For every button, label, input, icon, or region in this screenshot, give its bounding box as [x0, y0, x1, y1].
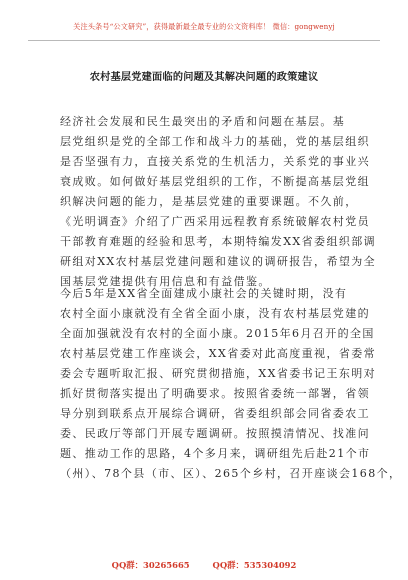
paragraph-line: 国基层党建提供有用信息和有益借鉴。 [60, 275, 271, 288]
paragraph-line: 导分别到联系点开展综合调研，省委组织部会同省委农工 [60, 407, 370, 420]
paragraph-line: 《光明调查》介绍了广西采用远程教育系统破解农村党员 [60, 215, 370, 228]
document-title: 农村基层党建面临的问题及其解决问题的政策建议 [89, 71, 319, 83]
paragraph-line: 今后5年是XX省全面建成小康社会的关键时期，没有 [60, 287, 348, 300]
paragraph-line: 委会专题听取汇报、研究贯彻措施，XX省委书记王东明对 [60, 367, 377, 380]
paragraph-line: 是否坚强有力，直接关系党的生机活力，关系党的事业兴 [60, 155, 370, 168]
footer-qq-group-2: QQ群：535304092 [212, 560, 297, 570]
header-promo-text: 关注头条号“公文研究”，获得最新最全最专业的公文资料库！ 微信：gongwenyj [73, 22, 335, 31]
paragraph-line: （州）、78个县（市、区）、265个乡村，召开座谈会168个， [60, 467, 402, 480]
header-divider [28, 40, 380, 41]
footer-qq-group-1: QQ群：30265665 [111, 560, 190, 570]
paragraph-line: 农村基层党建工作座谈会，XX省委对此高度重视，省委常 [60, 347, 377, 360]
paragraph-line: 研组对XX农村基层党建问题和建议的调研报告，希望为全 [60, 255, 377, 268]
paragraph-2 [60, 284, 402, 484]
paragraph-line: 干部教育难题的经验和思考，本期特编发XX省委组织部调 [60, 235, 377, 248]
paragraph-line: 委、民政厅等部门开展专题调研。按照摸清情况、找准问 [60, 427, 370, 440]
paragraph-1 [60, 112, 377, 292]
paragraph-line: 题、推动工作的思路，4个多月来，调研组先后赴21个市 [60, 447, 371, 460]
paragraph-line: 经济社会发展和民生最突出的矛盾和问题在基层。基 [60, 115, 346, 128]
paragraph-line: 农村全面小康就没有全省全面小康，没有农村基层党建的 [60, 307, 370, 320]
paragraph-line: 衰成败。如何做好基层党组织的工作，不断提高基层党组 [60, 175, 370, 188]
paragraph-line: 织解决问题的能力，是基层党建的重要课题。不久前， [60, 195, 358, 208]
paragraph-line: 全面加强就没有农村的全面小康。2015年6月召开的全国 [60, 327, 375, 340]
paragraph-line: 抓好贯彻落实提出了明确要求。按照省委统一部署，省领 [60, 387, 370, 400]
footer-contacts [0, 559, 408, 571]
paragraph-line: 层党组织是党的全部工作和战斗力的基础，党的基层组织 [60, 135, 370, 148]
